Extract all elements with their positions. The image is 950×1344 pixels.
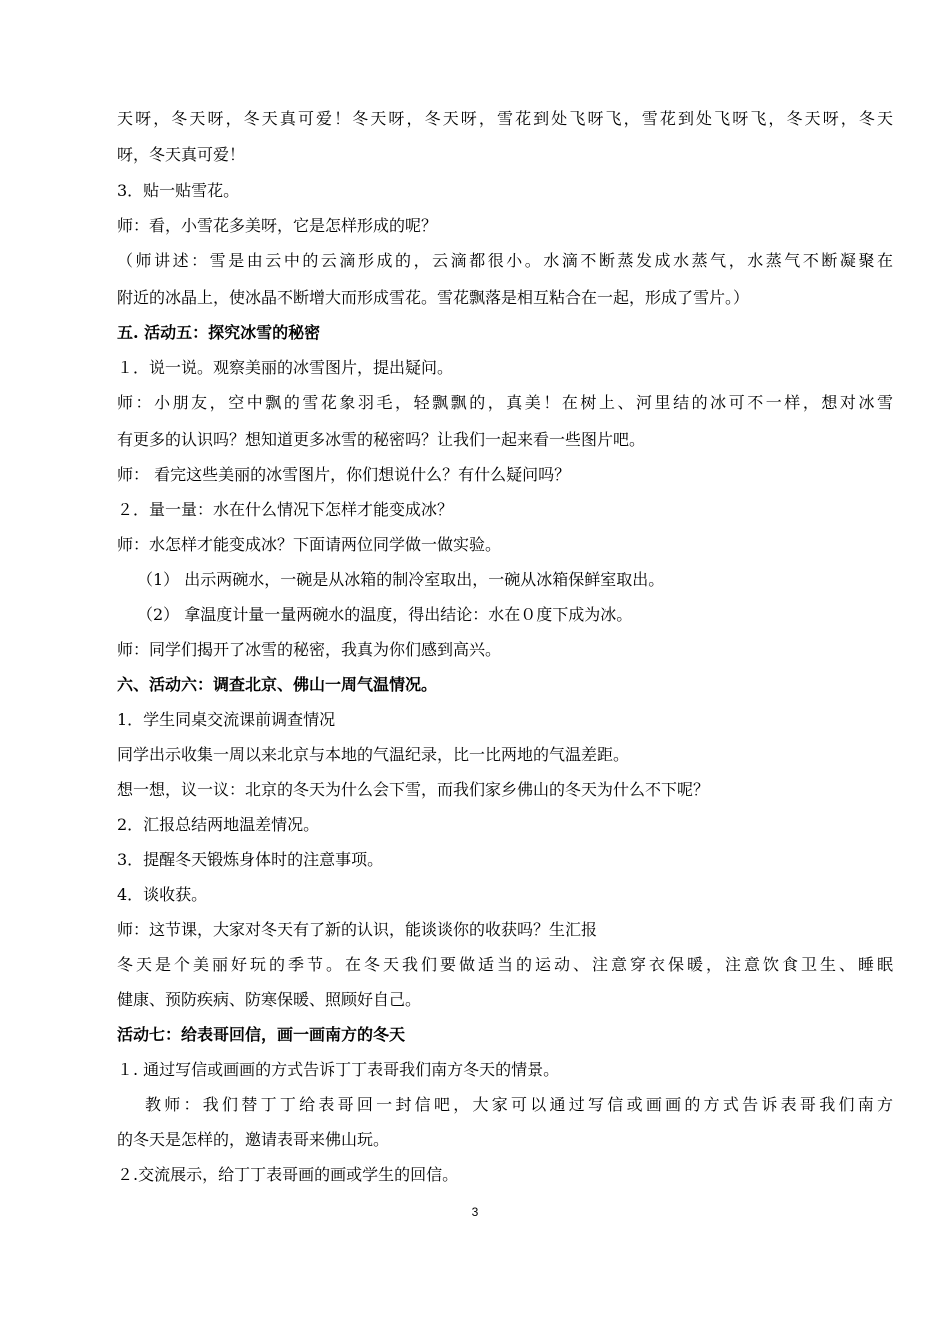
list-item: 2．汇报总结两地温差情况。: [117, 815, 320, 834]
list-item: （1） 出示两碗水，一碗是从冰箱的制冷室取出，一碗从冰箱保鲜室取出。: [137, 570, 665, 589]
section-heading: 活动七：给表哥回信，画一画南方的冬天: [117, 1025, 406, 1044]
paragraph-line: （师讲述：雪是由云中的云滴形成的，云滴都很小。水滴不断蒸发成水蒸气，水蒸气不断凝聚在: [117, 251, 893, 270]
section-heading: 六、活动六：调查北京、佛山一周气温情况。: [117, 675, 438, 694]
paragraph-line: 师：水怎样才能变成冰？下面请两位同学做一做实验。: [117, 535, 502, 554]
paragraph-line: 师： 看完这些美丽的冰雪图片，你们想说什么？有什么疑问吗？: [117, 465, 571, 484]
list-item: １．说一说。观察美丽的冰雪图片，提出疑问。: [117, 358, 454, 377]
paragraph-line: 师：看，小雪花多美呀，它是怎样形成的呢？: [117, 216, 438, 235]
paragraph-line: 呀，冬天真可爱！: [117, 145, 246, 164]
paragraph-line: 健康、预防疾病、防寒保暖、照顾好自己。: [117, 990, 422, 1009]
paragraph-line: 有更多的认识吗？想知道更多冰雪的秘密吗？让我们一起来看一些图片吧。: [117, 430, 646, 449]
paragraph-line: 师：同学们揭开了冰雪的秘密，我真为你们感到高兴。: [117, 640, 502, 659]
list-item: 4．谈收获。: [117, 885, 208, 904]
list-item: ２.交流展示，给丁丁表哥画的画或学生的回信。: [117, 1165, 459, 1184]
list-item: １. 通过写信或画画的方式告诉丁丁表哥我们南方冬天的情景。: [117, 1060, 560, 1079]
paragraph-line: 附近的冰晶上，使冰晶不断增大而形成雪花。雪花飘落是相互粘合在一起，形成了雪片。）: [117, 288, 750, 307]
paragraph-line: 的冬天是怎样的，邀请表哥来佛山玩。: [117, 1130, 390, 1149]
list-item: （2） 拿温度计量一量两碗水的温度，得出结论：水在０度下成为冰。: [137, 605, 633, 624]
paragraph-line: 师：小朋友，空中飘的雪花象羽毛，轻飘飘的，真美！在树上、河里结的冰可不一样，想对冰雪: [117, 393, 893, 412]
paragraph-line: 冬天是个美丽好玩的季节。在冬天我们要做适当的运动、注意穿衣保暖，注意饮食卫生、睡眠: [117, 955, 893, 974]
section-heading: 五. 活动五：探究冰雪的秘密: [117, 323, 321, 342]
list-item: 3．提醒冬天锻炼身体时的注意事项。: [117, 850, 384, 869]
list-item: ２．量一量：水在什么情况下怎样才能变成冰？: [117, 500, 454, 519]
list-item: 1．学生同桌交流课前调查情况: [117, 710, 336, 729]
list-item: 3．贴一贴雪花。: [117, 181, 240, 200]
paragraph-line: 天呀，冬天呀，冬天真可爱！冬天呀，冬天呀，雪花到处飞呀飞，雪花到处飞呀飞，冬天呀，冬天: [117, 109, 893, 128]
paragraph-line: 教师：我们替丁丁给表哥回一封信吧，大家可以通过写信或画画的方式告诉表哥我们南方: [145, 1095, 893, 1114]
paragraph-line: 师：这节课，大家对冬天有了新的认识，能谈谈你的收获吗？生汇报: [117, 920, 598, 939]
paragraph-line: 同学出示收集一周以来北京与本地的气温纪录，比一比两地的气温差距。: [117, 745, 630, 764]
page-number: 3: [471, 1205, 479, 1219]
paragraph-line: 想一想，议一议：北京的冬天为什么会下雪，而我们家乡佛山的冬天为什么不下呢？: [117, 780, 710, 799]
